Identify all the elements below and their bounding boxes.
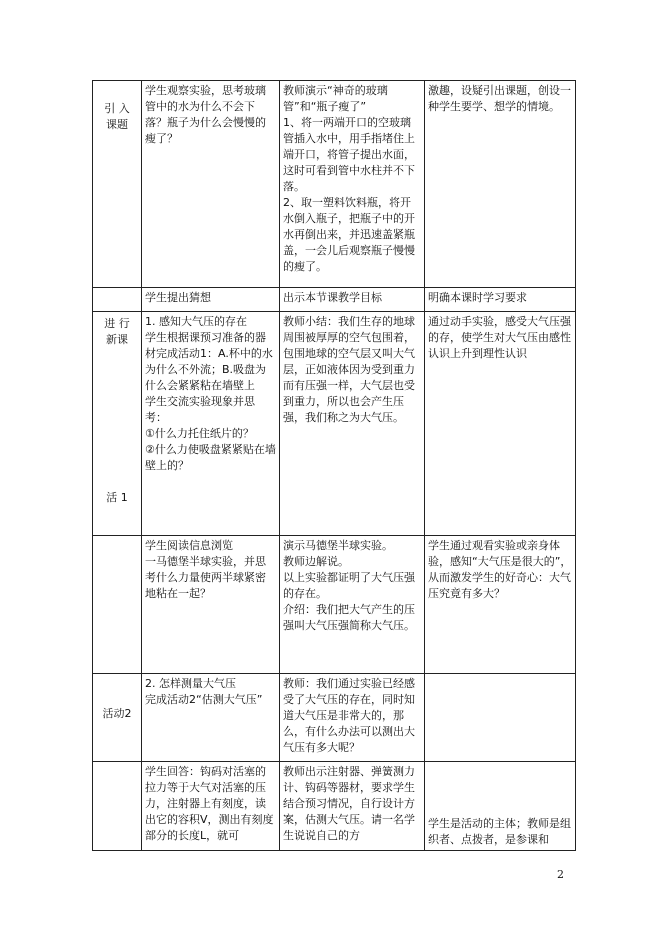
student-activity-cell <box>142 536 280 674</box>
teacher-text: 出示本节课教学目标 <box>283 291 382 304</box>
teacher-text: 教师出示注射器、弹簧测力计、钩码等器材，要求学生结合预习情况，自行设计方案，估测大气压。请一名学生说说自己的方 <box>283 765 415 842</box>
teacher-activity-cell <box>280 536 425 674</box>
page-number: 2 <box>557 868 564 881</box>
stage-label: 活 1 <box>106 491 128 504</box>
teacher-text: 教师边解说。 <box>283 555 349 568</box>
teacher-text: 1、将一两端开口的空玻璃管插入水中，用手指堵住上端开口，将管子提出水面，这时可看到管中水柱并不下落。 <box>283 116 415 193</box>
design-intent-cell <box>425 288 576 312</box>
table-row <box>93 288 576 312</box>
stage-cell <box>93 312 142 536</box>
lesson-plan-table <box>92 80 576 851</box>
stage-cell <box>93 536 142 674</box>
teacher-activity-cell <box>280 312 425 536</box>
student-activity-cell <box>142 81 280 288</box>
student-text: 学生观察实验，思考玻璃管中的水为什么不会下落？瓶子为什么会慢慢的瘦了？ <box>145 84 266 145</box>
intent-text: 明确本课时学习要求 <box>428 291 527 304</box>
teacher-text: 教师演示“神奇的玻璃管”和“瓶子瘦了” <box>283 84 388 113</box>
table-row <box>93 536 576 674</box>
intent-text: 学生是活动的主体；教师是组织者、点拨者，是参课和 <box>428 817 571 846</box>
teacher-activity-cell <box>280 81 425 288</box>
student-text: 学生阅读信息浏览 <box>145 539 233 552</box>
intent-text: 激趣，设疑引出课题，创设一种学生要学、想学的情境。 <box>428 84 571 113</box>
table-row <box>93 312 576 536</box>
teacher-text: 演示马德堡半球实验。 <box>283 539 393 552</box>
student-text: ①什么力托住纸片的？ <box>145 427 254 440</box>
stage-label: 活动2 <box>102 707 132 720</box>
stage-cell <box>93 762 142 851</box>
design-intent-cell <box>425 674 576 762</box>
teacher-text: 介绍：我们把大气产生的压强叫大气压强简称大气压。 <box>283 603 415 632</box>
stage-cell <box>93 674 142 762</box>
teacher-activity-cell <box>280 288 425 312</box>
table-row <box>93 81 576 288</box>
teacher-text: 教师：我们通过实验已经感受了大气压的存在，同时知道大气压是非常大的，那么，有什么办法可以测出大气压有多大呢？ <box>283 677 415 754</box>
teacher-activity-cell <box>280 762 425 851</box>
student-activity-cell <box>142 762 280 851</box>
table-row <box>93 674 576 762</box>
design-intent-cell <box>425 312 576 536</box>
student-activity-cell <box>142 674 280 762</box>
teacher-text: 以上实验都证明了大气压强的存在。 <box>283 571 415 600</box>
teacher-activity-cell <box>280 674 425 762</box>
student-text: 学生交流实验现象并思考： <box>145 395 255 424</box>
stage-label: 引 入 <box>104 102 130 115</box>
design-intent-cell <box>425 536 576 674</box>
student-text: 2. 怎样测量大气压 <box>145 677 236 690</box>
student-text: 完成活动2“估测大气压” <box>145 693 263 706</box>
stage-label: 进 行 <box>104 317 130 330</box>
student-activity-cell <box>142 312 280 536</box>
intent-text: 学生通过观看实验或亲身体验，感知“大气压是很大的”，从而激发学生的好奇心：大气压究竟有多大？ <box>428 539 572 600</box>
design-intent-cell <box>425 81 576 288</box>
student-activity-cell <box>142 288 280 312</box>
student-text: 一马德堡半球实验，并思考什么力量使两半球紧密地粘在一起？ <box>145 555 266 600</box>
teacher-text: 教师小结：我们生存的地球周围被厚厚的空气包围着，包围地球的空气层又叫大气层，正如液体因为受到重力而有压强一样，大气层也受到重力，所以也会产生压强，我们称之为大气压。 <box>283 315 415 424</box>
teacher-text: 2、取一塑料饮料瓶，将开水倒入瓶子，把瓶子中的开水再倒出来，并迅速盖紧瓶盖，一会儿后观察瓶子慢慢的瘦了。 <box>283 196 415 273</box>
student-text: 学生提出猜想 <box>145 291 211 304</box>
stage-cell <box>93 81 142 288</box>
design-intent-cell <box>425 762 576 851</box>
student-text: 1. 感知大气压的存在 <box>145 315 247 328</box>
stage-cell <box>93 288 142 312</box>
stage-label: 课题 <box>106 118 128 131</box>
student-text: 学生根据课预习准备的器材完成活动1：A.杯中的水为什么不外流；B.吸盘为什么会紧紧粘在墙壁上 <box>145 331 273 392</box>
student-text: ②什么力使吸盘紧紧贴在墙壁上的？ <box>145 443 276 472</box>
table-row <box>93 762 576 851</box>
intent-text: 通过动手实验，感受大气压强的存，使学生对大气压由感性认识上升到理性认识 <box>428 315 571 360</box>
student-text: 学生回答：钩码对活塞的拉力等于大气对活塞的压力，注射器上有刻度，读出它的容积V，测出有刻度部分的长度L，就可 <box>145 765 274 842</box>
stage-label: 新课 <box>106 333 128 346</box>
